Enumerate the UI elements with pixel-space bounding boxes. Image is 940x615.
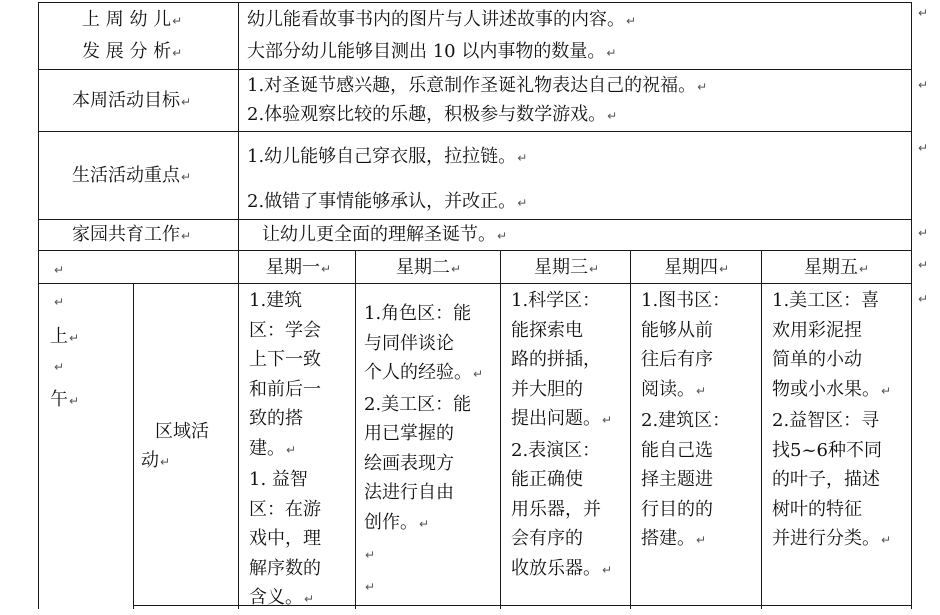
activity-line: 1.图书区： [641,290,731,311]
activity-line: ↵ [365,579,376,594]
activity-line: 2.表演区： [511,439,601,461]
last-week-label-line2: 发 展 分 析↵ [82,41,183,62]
rule-tue-wed [500,250,501,609]
rule-wed-thu [630,250,631,609]
rule-after-weekdays [38,283,912,284]
last-week-label-line1: 上 周 幼 儿↵ [82,9,183,30]
activity-line: 物或小水果。↵ [772,378,892,400]
activity-line: 欢用彩泥捏 [772,319,862,341]
activity-line: 绘画表现方 [364,452,454,474]
rule-right [911,2,912,609]
activity-line: 含义。↵ [249,587,315,608]
activity-line: 创作。↵ [364,511,430,533]
activity-line: 用乐器，并 [511,498,601,520]
weekday-mon: 星期一↵ [266,257,332,278]
activity-line: 并大胆的 [511,378,583,400]
activity-column-fri [772,286,910,556]
activity-line: 简单的小动 [772,349,862,370]
activity-line: 能自己选 [641,439,713,461]
rule-after-goals [38,131,912,132]
activity-line: 区：学会 [249,319,321,341]
activity-line: 找5~6种不同 [772,439,882,461]
margin-mark: ↵ [918,141,929,155]
activity-line: 择主题进 [641,469,713,490]
activity-line: 和前后一 [249,378,321,400]
last-week-line1: 幼儿能看故事书内的图片与人讲述故事的内容。↵ [247,9,637,30]
weekday-label-mark: ↵ [54,263,65,277]
activity-column-mon [249,286,353,615]
activity-line: 1.建筑 [249,290,303,311]
activity-line: 解序数的 [249,557,321,579]
morning-mark: ↵ [54,295,65,309]
area-activity-label-line1: 区域活 [155,421,209,442]
life-focus-1: 1.幼儿能够自己穿衣服，拉拉链。↵ [247,146,528,167]
activity-line: 致的搭 [249,408,303,429]
activity-line: 树叶的特征 [772,498,862,520]
rule-morning-sublabel [133,283,134,609]
weekday-thu: 星期四↵ [664,257,730,278]
margin-mark: ↵ [918,258,929,272]
home-school-label: 家园共育工作↵ [72,224,192,245]
activity-line: 收放乐器。↵ [511,557,613,579]
activity-line: 能探索电 [511,319,583,341]
activity-line: 1.角色区：能 [364,303,472,324]
activity-line: 个人的经验。↵ [364,362,484,383]
morning-label-line2: 午↵ [50,389,80,410]
weekday-fri: 星期五↵ [804,257,870,278]
margin-mark: ↵ [918,226,929,240]
life-focus-2: 2.做错了事情能够承认，并改正。↵ [247,191,528,212]
weekday-wed: 星期三↵ [534,257,600,278]
activity-line: 能够从前 [641,319,713,341]
activity-line: 提出问题。↵ [511,408,613,429]
activity-line: 行目的的 [641,498,713,520]
morning-label-line1: 上↵ [50,326,80,347]
activity-line: 与同伴谈论 [364,332,454,354]
activity-line: 并进行分类。↵ [772,528,892,549]
activity-line: 用已掌握的 [364,423,454,444]
activity-line: 阅读。↵ [641,378,707,400]
rule-left [38,2,39,609]
activity-line: ↵ [365,548,376,562]
activity-line: 2.建筑区： [641,410,731,431]
activity-line: 法进行自由 [364,482,454,503]
rule-thu-fri [761,250,762,609]
home-school-text: 让幼儿更全面的理解圣诞节。↵ [262,224,508,245]
activity-line: 建。↵ [249,437,297,459]
activity-column-thu [641,286,759,556]
activity-line: 往后有序 [641,349,713,370]
activity-line: 搭建。↵ [641,528,707,549]
rule-mon-tue [355,250,356,609]
activity-line: 路的拼插， [511,349,601,370]
area-activity-label-line2: 动↵ [141,450,171,471]
activity-line: 1.科学区： [511,290,601,311]
rule-label-divider [238,2,239,609]
week-goals-label: 本周活动目标↵ [72,90,192,111]
week-goal-1: 1.对圣诞节感兴趣，乐意制作圣诞礼物表达自己的祝福。↵ [247,75,708,96]
activity-line: 会有序的 [511,528,583,549]
life-focus-label: 生活活动重点↵ [72,165,192,186]
activity-line: 1. 益智 [249,469,308,490]
rule-top [38,2,912,3]
activity-line: 1.美工区：喜 [772,290,880,311]
activity-line: 的叶子，描述 [772,469,880,490]
activity-line: 2.美工区：能 [364,393,472,415]
margin-mark: ↵ [918,6,929,20]
activity-column-tue [364,299,498,602]
rule-after-home [38,250,912,251]
activity-line: 2.益智区：寻 [772,410,880,431]
week-goal-2: 2.体验观察比较的乐趣，积极参与数学游戏。↵ [247,104,618,125]
margin-mark: ↵ [918,292,929,306]
last-week-line2: 大部分幼儿能够目测出 10 以内事物的数量。↵ [247,41,617,62]
weekday-tue: 星期二↵ [396,257,462,278]
activity-line: 上下一致 [249,349,321,370]
rule-after-life [38,219,912,220]
rule-after-last-week [38,69,912,70]
activity-column-wed [511,286,629,585]
margin-mark: ↵ [918,78,929,92]
morning-mark: ↵ [54,360,65,374]
activity-line: 能正确使 [511,469,583,490]
activity-line: 区：在游 [249,498,321,520]
activity-line: 戏中，理 [249,528,321,549]
